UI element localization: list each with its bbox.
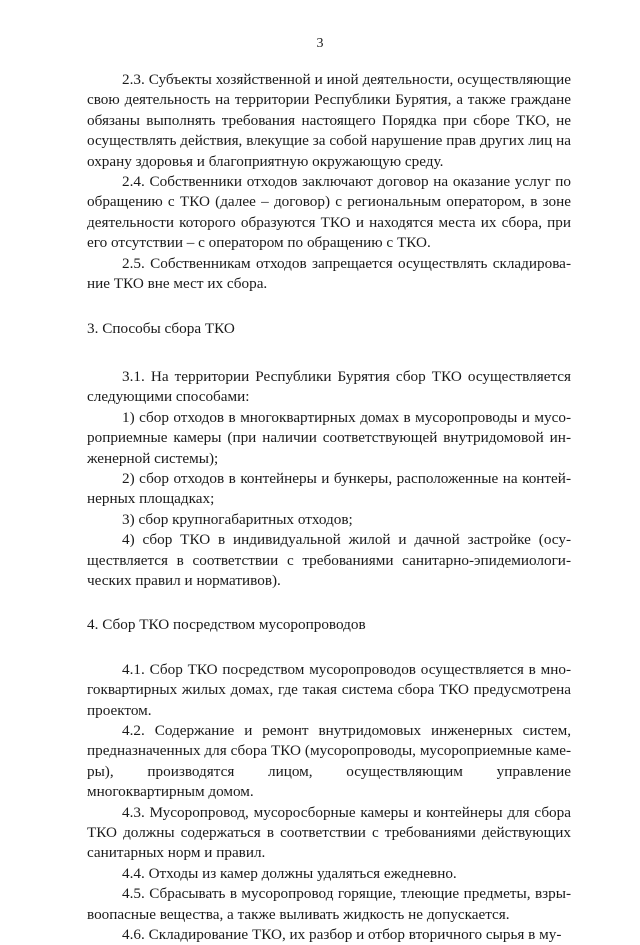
paragraph-4-6: 4.6. Складирование ТКО, их разбор и отбор вторичного сырья в му- [122,926,562,944]
document-body [87,70,571,945]
list-item-3-1-1: 1) сбор отходов в многоквартирных домах в мусоропроводы и мусороприемные камеры (при наличии соответствующей внутридомовой инженерной системы); [87,408,571,467]
paragraph-4-1: 4.1. Сбор ТКО посредством мусоропроводов осуществляется в многоквартирных жилых домах, где такая система сбора ТКО предусмотрена проектом. [87,660,571,719]
paragraph-4-4: 4.4. Отходы из камер должны удаляться ежедневно. [122,864,457,882]
paragraph-4-3: 4.3. Мусоропровод, мусоросборные камеры и контейнеры для сбора ТКО должны содержаться в соответствии с требованиями действующих санитарных норм и правил. [87,803,571,862]
list-item-3-1-3: 3) сбор крупногабаритных отходов; [122,510,353,528]
section-3-heading: 3. Способы сбора ТКО [87,320,235,338]
paragraph-2-4: 2.4. Собственники отходов заключают договор на оказание услуг по обращению с ТКО (далее – договор) с региональным оператором, в зоне деятельности которого образуются ТКО и находятся места их сбора, при его отсутствии – с оператором по обращению с ТКО. [87,173,571,252]
list-item-3-1-4: 4) сбор ТКО в индивидуальной жилой и дачной застройке (осуществляется в соответствии с требованиями санитарно-эпидемиологических правил и нормативов). [87,531,571,589]
paragraph-2-3: 2.3. Субъекты хозяйственной и иной деятельности, осуществляющие свою деятельность на территории Республики Бурятия, а также граждане обязаны выполнять требования настоящего Порядка при сборе ТКО, не осуществлять действия, влекущие за собой нарушение прав других лиц на охрану здоровья и благоприятную окружающую среду. [87,71,571,170]
paragraph-4-2: 4.2. Содержание и ремонт внутридомовых инженерных систем, предназначенных для сбора ТКО (мусоропроводы, мусороприемные камеры), производятся лицом, осуществляющим управление многоквартирным домом. [87,721,571,801]
list-item-3-1-2: 2) сбор отходов в контейнеры и бункеры, расположенные на контейнерных площадках; [87,469,571,508]
paragraph-4-5: 4.5. Сбрасывать в мусоропровод горящие, тлеющие предметы, взрывоопасные вещества, а также выливать жидкость не допускается. [87,885,571,923]
paragraph-3-1: 3.1. На территории Республики Бурятия сбор ТКО осуществляется следующими способами: [87,367,571,406]
paragraph-2-5: 2.5. Собственникам отходов запрещается осуществлять складирование ТКО вне мест их сбора. [87,254,571,293]
page-number: 3 [316,36,324,51]
section-4-heading: 4. Сбор ТКО посредством мусоропроводов [87,616,366,634]
